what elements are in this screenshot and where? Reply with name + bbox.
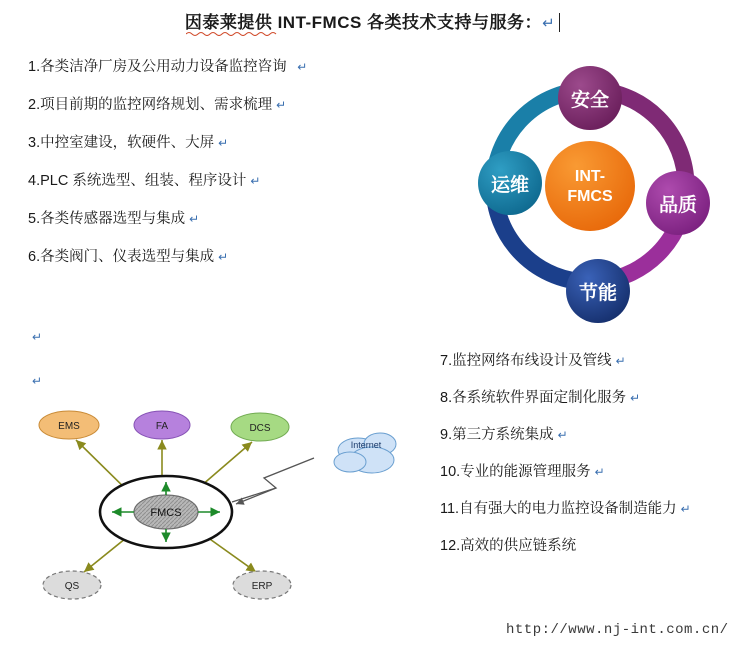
list-item (440, 389, 740, 408)
list-item-label: 11.自有强大的电力监控设备制造能力 (440, 501, 677, 517)
topology-node-fa-label: FA (155, 421, 169, 432)
pilcrow-mark: ↵ (218, 136, 229, 150)
services-list-right (440, 352, 740, 574)
ring-node-safety-label: 安全 (570, 90, 610, 111)
list-item-label: 9.第三方系统集成 (440, 427, 554, 443)
list-item-label: 1.各类洁净厂房及公用动力设备监控咨询 (28, 59, 287, 75)
list-item (28, 210, 448, 229)
ring-node-quality-label: 品质 (658, 195, 698, 216)
list-item-label: 5.各类传感器选型与集成 (28, 211, 186, 227)
topology-node-erp-label: ERP (251, 581, 273, 592)
pilcrow-mark: ↵ (630, 391, 641, 405)
ring-node-operations-label: 运维 (490, 175, 530, 196)
list-item (28, 172, 448, 191)
list-item (440, 426, 740, 445)
page-title-text: 因泰莱提供 INT-FMCS 各类技术支持与服务： (184, 13, 543, 32)
list-item (28, 134, 448, 153)
pilcrow-mark: ↵ (290, 60, 308, 74)
int-fmcs-ring-diagram (460, 48, 720, 328)
internet-cloud (334, 433, 396, 473)
topology-node-ems-label: EMS (58, 421, 80, 432)
pilcrow-mark: ↵ (557, 428, 568, 442)
list-item-label: 12.高效的供应链系统 (440, 538, 577, 554)
fmcs-topology-diagram (14, 392, 424, 612)
list-item-label: 4.PLC 系统选型、组装、程序设计 (28, 173, 247, 189)
list-item (28, 96, 448, 115)
list-item-label: 7.监控网络布线设计及管线 (440, 353, 612, 369)
list-item-label: 10.专业的能源管理服务 (440, 464, 591, 480)
services-list-left (28, 58, 448, 286)
internet-cloud-label: Internet (350, 440, 382, 450)
ring-center-line2: FMCS (567, 188, 613, 205)
list-item-label: 3.中控室建设，软硬件、大屏 (28, 135, 215, 151)
pilcrow-mark: ↵ (680, 502, 691, 516)
pilcrow-mark: ↵ (250, 174, 261, 188)
text-cursor (559, 13, 560, 32)
pilcrow-mark: ↵ (594, 465, 605, 479)
ring-node-energy-label: 节能 (578, 283, 618, 304)
list-item (28, 248, 448, 267)
list-item (440, 537, 740, 556)
list-item (28, 58, 448, 77)
ring-center-line1: INT- (574, 168, 606, 185)
pilcrow-mark: ↵ (189, 212, 200, 226)
list-item (440, 500, 740, 519)
empty-paragraph-mark: ↵ (32, 374, 43, 388)
list-item-label: 8.各系统软件界面定制化服务 (440, 390, 627, 406)
list-item (440, 463, 740, 482)
pilcrow-mark: ↵ (615, 354, 626, 368)
topology-center-label: FMCS (150, 507, 182, 519)
list-item (440, 352, 740, 371)
pilcrow-mark: ↵ (218, 250, 229, 264)
empty-paragraph-mark: ↵ (32, 330, 43, 344)
topology-node-qs-label: QS (64, 581, 80, 592)
url-watermark: http://www.nj-int.com.cn/ (506, 622, 729, 638)
list-item-label: 6.各类阀门、仪表选型与集成 (28, 249, 215, 265)
title-pilcrow: ↵ (542, 15, 556, 32)
title-squiggly-underline (186, 31, 278, 36)
list-item-label: 2.项目前期的监控网络规划、需求梳理 (28, 97, 273, 113)
topology-node-dcs-label: DCS (249, 423, 271, 434)
pilcrow-mark: ↵ (276, 98, 287, 112)
page-title (0, 8, 745, 33)
